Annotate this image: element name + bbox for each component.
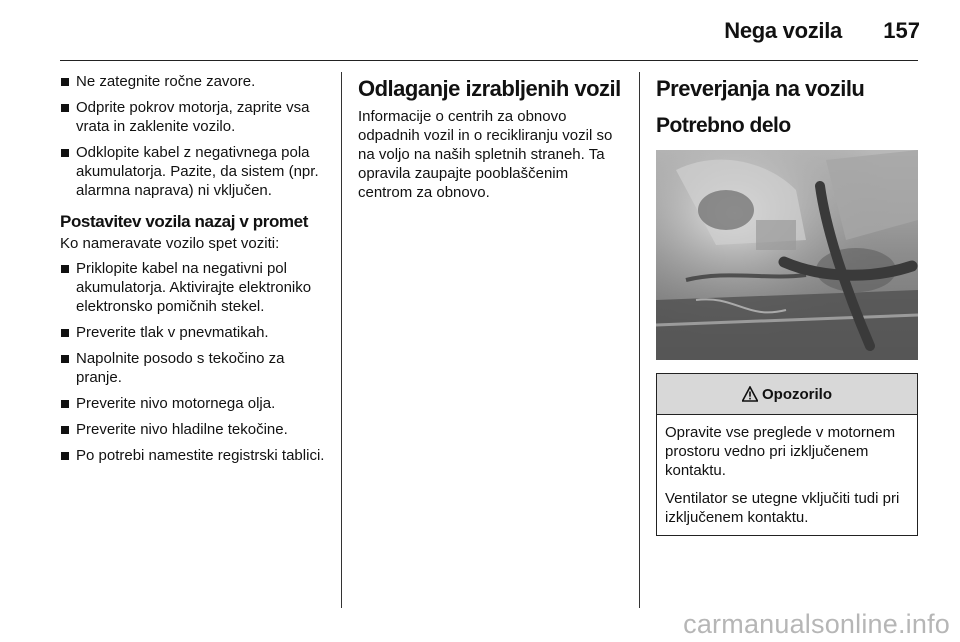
section-subheading: Potrebno delo	[656, 114, 791, 137]
section-paragraph: Informacije o centrih za obnovo odpadnih vozil in o recikliranju vozil so na voljo na naših spletnih straneh. Ta opravila zaupajte pooblaščenim centrom za obnovo.	[358, 108, 613, 201]
column-left	[60, 72, 330, 472]
warning-box	[656, 373, 918, 536]
section-heading: Odlaganje izrabljenih vozil	[358, 76, 621, 101]
list-item: Po potrebi namestite registrski tablici.	[60, 446, 330, 465]
page-number: 157	[883, 18, 920, 43]
header-rule	[60, 60, 918, 61]
section-heading: Postavitev vozila nazaj v promet	[60, 212, 308, 231]
bullet-square-icon	[61, 355, 69, 363]
bullet-square-icon	[61, 400, 69, 408]
warning-triangle-icon	[742, 386, 758, 402]
list-item: Odklopite kabel z negativnega pola akumulatorja. Pazite, da sistem (npr. alarmna naprava) ni vključen.	[60, 143, 330, 200]
list-item: Preverite nivo hladilne tekočine.	[60, 420, 330, 439]
bullet-list	[60, 72, 330, 200]
warning-body	[657, 415, 917, 535]
list-item: Preverite nivo motornega olja.	[60, 394, 330, 413]
list-item: Ne zategnite ročne zavore.	[60, 72, 330, 91]
warning-paragraph: Ventilator se utegne vključiti tudi pri izključenem kontaktu.	[665, 490, 900, 526]
warning-title: Opozorilo	[762, 385, 832, 403]
section-heading: Preverjanja na vozilu	[656, 76, 865, 101]
bullet-list	[60, 259, 330, 465]
list-item: Preverite tlak v pnevmatikah.	[60, 323, 330, 342]
column-middle	[358, 72, 626, 202]
bullet-square-icon	[61, 329, 69, 337]
column-divider	[639, 72, 640, 608]
column-divider	[341, 72, 342, 608]
header-title: Nega vozila	[724, 18, 842, 43]
bullet-square-icon	[61, 104, 69, 112]
bullet-square-icon	[61, 78, 69, 86]
list-item: Odprite pokrov motorja, zaprite vsa vrata in zaklenite vozilo.	[60, 98, 330, 136]
bullet-square-icon	[61, 265, 69, 273]
bullet-square-icon	[61, 452, 69, 460]
list-item: Priklopite kabel na negativni pol akumulatorja. Aktivirajte elektroniko elektronsko pomičnih stekel.	[60, 259, 330, 316]
list-item: Napolnite posodo s tekočino za pranje.	[60, 349, 330, 387]
bullet-square-icon	[61, 149, 69, 157]
warning-header	[657, 374, 917, 415]
warning-paragraph: Opravite vse preglede v motornem prostoru vedno pri izključenem kontaktu.	[665, 424, 896, 479]
engine-bay-photo	[656, 150, 918, 360]
column-right	[656, 72, 920, 536]
watermark: carmanualsonline.info	[683, 609, 950, 639]
bullet-square-icon	[61, 426, 69, 434]
section-intro: Ko nameravate vozilo spet voziti:	[60, 235, 280, 252]
page-header	[0, 0, 960, 62]
